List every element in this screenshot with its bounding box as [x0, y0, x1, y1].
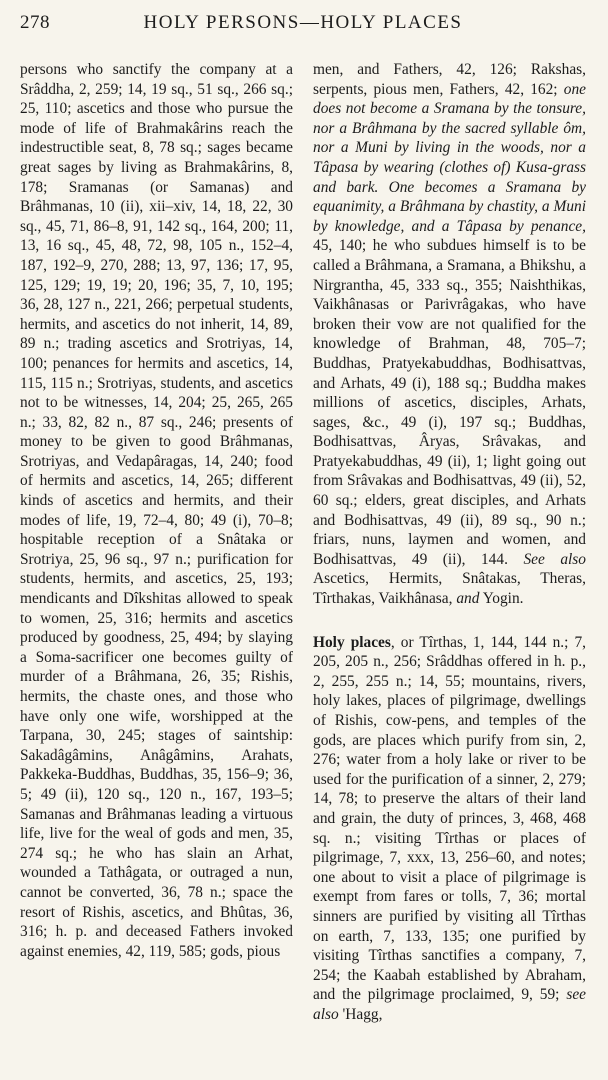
see-also-last: Yogin. [479, 590, 524, 608]
page-header [20, 10, 586, 40]
continued-text-a: men, and Fathers, 42, 126; Rakshas, serpents, pious men, Fathers, 42, 162; [313, 61, 586, 98]
running-head: HOLY PERSONS—HOLY PLACES [143, 12, 463, 33]
entry-text: , or Tîrthas, 1, 144, 144 n.; 7, 205, 205 n., 256; Srâddhas offered in h. p., 2, 255, 255 n.; 14, 55; mountains, rivers, holy lakes, places of pilgrimage, dwellings of Rishis, cow-pens, and temples of the gods, are places which purify from sin, 2, 276; water from a holy lake or river to be used for the purification of a sinner, 2, 279; 14, 78; to preserve the altars of their land and grain, the duty of princes, 3, 468, 468 sq. n.; visiting Tîrthas or places of pilgrimage, 7, xxx, 13, 256–60, and notes; one about to visit a place of pilgrimage is exempt from fares or tolls, 7, 36; mortal sinners are purified by visiting all Tîrthas on earth, 7, 133, 135; one purified by visiting Tîrthas sanctifies a company, 7, 254; the Kaabah established by Abraham, and the pilgrimage proclaimed, 9, 59; [313, 633, 586, 1004]
and-label: and [456, 590, 480, 608]
continued-text-b: 45, 140; he who subdues himself is to be called a Brâhmana, a Sramana, a Bhikshu, a Nirgrantha, 45, 333 sq., 355; Naishthikas, Vaikhânasas or Parivrâgakas, who have broken their vow are not qualified for the knowledge of Brahman, 48, 705–7; Buddhas, Pratyekabuddhas, Bodhisattvas, and Arhats, 49 (i), 188 sq.; Buddha makes millions of ascetics, disciples, Arhats, sages, &c., 49 (i), 197 sq.; Buddhas, Bodhisattvas, Âryas, Srâvakas, and Pratyekabuddhas, 49 (ii), 1; light going out from Srâvakas and Bodhisattvas, 49 (ii), 52, 60 sq.; elders, great disciples, and Arhats and Bodhisattvas, 49 (ii), 89 sq., 90 n.; friars, nuns, laymen and women, and Bodhisattvas, 49 (ii), 144. [313, 237, 586, 568]
left-column [20, 60, 293, 1025]
entry-see-also: see also [313, 986, 586, 1023]
page-number: 278 [20, 12, 50, 33]
see-also-items: Ascetics, Hermits, Snâtakas, Theras, Tîrthakas, Vaikhânasa, [313, 570, 586, 608]
entry-tail: 'Hagg, [338, 1005, 383, 1023]
continued-entry [313, 60, 586, 609]
entry-headword: Holy places [313, 633, 391, 651]
index-columns [20, 60, 586, 1025]
italic-quotation: one does not become a Sramana by the tonsure, nor a Brâhmana by the sacred syllable ôm, nor a Muni by living in the woods, nor a Tâpasa by wearing (clothes of) Kusa-grass and bark. One becomes a Sramana by equanimity, a Brâhmana by chastity, a Muni by knowledge, and a Tâpasa by penance, [313, 80, 586, 235]
see-also-label: See also [523, 550, 586, 568]
holy-places-entry [313, 633, 586, 1025]
right-column [313, 60, 586, 1025]
left-column-text: persons who sanctify the company at a Srâddha, 2, 259; 14, 19 sq., 51 sq., 266 sq.; 25, 110; ascetics and those who pursue the mode of life of Brahmakârins reach the indestructible seat, 8, 78 sq.; sages became great sages by living as Brahmakârins, 8, 178; Sramanas (or Samanas) and Brâhmanas, 10 (ii), xii–xiv, 14, 18, 22, 30 sq., 45, 71, 86–8, 91, 142 sq., 164, 200; 11, 13, 16 sq., 45, 48, 72, 98, 105 n., 152–4, 187, 192–9, 270, 288; 13, 97, 136; 17, 95, 125, 129; 19, 19; 20, 196; 35, 7, 10, 195; 36, 28, 127 n., 221, 266; perpetual students, hermits, and ascetics do not inherit, 14, 89, 89 n.; trading ascetics and Srotriyas, 14, 100; penances for hermits and ascetics, 14, 115, 115 n.; Srotriyas, students, and ascetics not to be witnesses, 14, 204; 25, 265, 265 n.; 33, 82, 82 n., 87 sq., 246; presents of money to be given to good Brâhmanas, Srotriyas, and Vedapâragas, 14, 240; food of hermits and ascetics, 14, 265; different kinds of ascetics and hermits, and their modes of life, 19, 72–4, 80; 49 (i), 70–8; hospitable reception of a Snâtaka or Srotriya, 25, 96 sq., 97 n.; purification for students, hermits, and ascetics, 25, 193; mendicants and Dîkshitas allowed to speak to women, 25, 316; hermits and ascetics produced by goodness, 25, 494; by slaying a Soma-sacrificer one becomes guilty of murder of a Brâhmana, 26, 35; Rishis, hermits, the chaste ones, and those who have only one wife, worshipped at the Tarpana, 30, 245; stages of saintship: Sakadâgâmins, Anâgâmins, Arahats, Pakkeka-Buddhas, Buddhas, 35, 156–9; 36, 5; 49 (ii), 120 sq., 120 n., 167, 193–5; Samanas and Brâhmanas leading a virtuous life, live for the weal of gods and men, 35, 274 sq.; he who has slain an Arhat, wounded a Tathâgata, or outraged a nun, cannot be converted, 36, 78 n.; space the resort of Rishis, ascetics, and Bhûtas, 36, 316; h. p. and deceased Fathers invoked against enemies, 42, 119, 585; gods, pious [20, 61, 293, 960]
